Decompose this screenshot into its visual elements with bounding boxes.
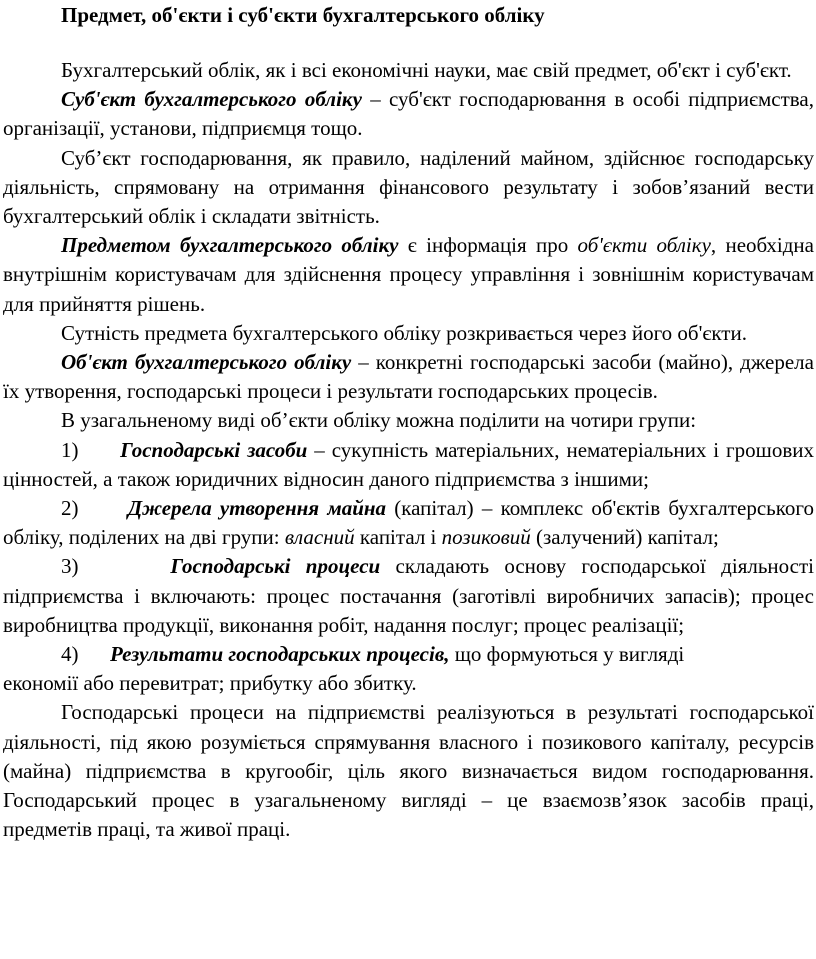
- paragraph-object-text-b: , необхідна внутрішнім користувачам для здійснення процесу управління і зовнішнім користувачам для прийняття рішень.: [3, 233, 814, 316]
- list-item-3-text: складають основу господарської діяльності підприємства і включають: процес постачання (заготівлі виробничих запасів); процес виробництва продукції, виконання робіт, надання послуг; процес реалізації;: [3, 554, 815, 637]
- list-item-1-term: Господарські засоби: [120, 437, 308, 462]
- paragraph-subject-definition: [3, 85, 814, 143]
- list-item-4-term: Результати господарських процесів,: [110, 642, 450, 667]
- list-item-4-text-b: економії або перевитрат; прибутку або збитку.: [3, 671, 417, 696]
- list-item-1: [3, 436, 814, 494]
- paragraph-subject-text: – суб'єкт господарювання в особі підприємства, організації, установи, підприємця тощо.: [3, 87, 814, 141]
- italic-objects-of-accounting: об'єкти обліку: [577, 233, 711, 258]
- paragraph-groups-intro-text: В узагальненому виді об’єкти обліку можна поділити на чотири групи:: [61, 408, 697, 433]
- paragraph-business-processes-text: Господарські процеси на підприємстві реалізуються в результаті господарської діяльності, під якою розуміється спрямування власного і позикового капіталу, ресурсів (майна) підприємства в кругообіг, ціль якого визначається видом господарювання. Господарський процес в узагальненому вигляді – це взаємозв’язок засобів праці, предметів праці, та живої праці.: [3, 700, 814, 842]
- list-item-4-text-a: що формуються у вигляді: [449, 642, 685, 667]
- list-item-2-number: 2): [61, 496, 79, 521]
- paragraph-entity: [3, 144, 814, 232]
- list-item-2-italic-borrowed: позиковий: [441, 525, 531, 550]
- paragraph-object-definition-text: – конкретні господарські засоби (майно), джерела їх утворення, господарські процеси і результати господарських процесів.: [3, 350, 814, 404]
- paragraph-groups-intro: [3, 406, 814, 435]
- list-item-3-number: 3): [61, 554, 79, 579]
- term-object: Об'єкт бухгалтерського обліку: [61, 350, 352, 375]
- paragraph-intro: [3, 56, 814, 85]
- paragraph-business-processes: [3, 698, 814, 844]
- paragraph-object-definition: [3, 348, 814, 406]
- list-item-4-number: 4): [61, 642, 79, 667]
- list-item-3-term: Господарські процеси: [170, 554, 381, 579]
- document-title: Предмет, об'єкти і суб'єкти бухгалтерського обліку: [61, 3, 545, 27]
- paragraph-object-text-a: є інформація про: [398, 233, 578, 258]
- spacer: [3, 34, 814, 56]
- term-subject-matter: Предметом бухгалтерського обліку: [61, 233, 399, 258]
- list-item-2-italic-own: власний: [284, 525, 355, 550]
- list-item-4: [3, 640, 814, 698]
- list-item-2-text-a: (капітал) – комплекс об'єктів бухгалтерського обліку, поділених на дві групи:: [3, 496, 814, 550]
- list-item-1-number: 1): [61, 437, 79, 462]
- list-item-2-text-b: капітал і: [354, 525, 442, 550]
- list-item-1-text: – сукупність матеріальних, нематеріальних і грошових цінностей, а також юридичних відносин даного підприємства з іншими;: [3, 437, 814, 491]
- term-subject: Суб'єкт бухгалтерського обліку: [61, 87, 362, 112]
- list-item-2-text-c: (залучений) капітал;: [530, 525, 719, 550]
- paragraph-intro-text: Бухгалтерський облік, як і всі економічні науки, має свій предмет, об'єкт і суб'єкт.: [61, 58, 792, 82]
- list-item-2: [3, 494, 814, 552]
- paragraph-essence-text: Сутність предмета бухгалтерського обліку розкривається через його об'єкти.: [61, 320, 747, 345]
- list-item-3: [3, 552, 814, 640]
- paragraph-object-of-accounting: [3, 231, 814, 319]
- paragraph-entity-text: Суб’єкт господарювання, як правило, наділений майном, здійснює господарську діяльність, спрямовану на отримання фінансового результату і зобов’язаний вести бухгалтерський облік і складати звітність.: [3, 145, 814, 229]
- paragraph-essence: [3, 319, 814, 348]
- list-item-2-term: Джерела утворення майна: [127, 496, 387, 521]
